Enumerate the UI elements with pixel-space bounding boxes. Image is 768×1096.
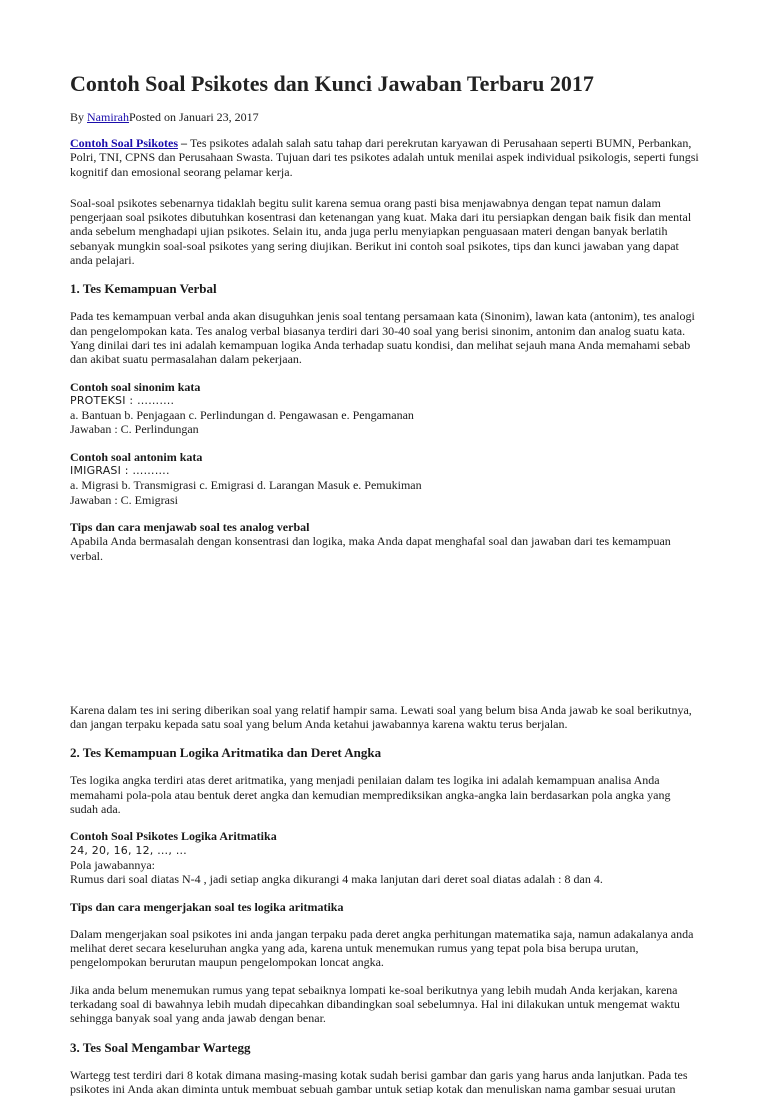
intro-text: Tes psikotes adalah salah satu tahap dari perekrutan karyawan di Perusahaan seperti BUMN, Perbankan, Polri, TNI, CPNS dan Perusahaan Swasta. Tujuan dari tes psikotes adalah untuk menilai aspek individual psikologis, seperti fungsi kognitif dan emosional seorang pelamar kerja. xyxy=(70,136,699,179)
section-1-heading: 1. Tes Kemampuan Verbal xyxy=(70,281,217,297)
byline xyxy=(70,110,700,124)
page-title: Contoh Soal Psikotes dan Kunci Jawaban Terbaru 2017 xyxy=(70,71,594,96)
antonim-title: Contoh soal antonim kata xyxy=(70,449,203,464)
section-2-text: Tes logika angka terdiri atas deret aritmatika, yang menjadi penilaian dalam tes logika ini adalah kemampuan analisa Anda memahami pola-pola atau bentuk deret angka dan kemudian memprediksikan angka-angka lain berdasarkan pola angka yang sudah ada. xyxy=(70,773,671,817)
tips-verbal-text: Apabila Anda bermasalah dengan konsentrasi dan logika, maka Anda dapat menghafal soal dan jawaban dari tes kemampuan verbal. xyxy=(70,534,671,563)
paragraph-2: Soal-soal psikotes sebenarnya tidaklah begitu sulit karena semua orang pasti bisa menjawabnya dengan tepat namun dalam pengerjaan soal psikotes dibutuhkan kosentrasi dan ketenangan yang kuat. Maka dari itu persiapkan dengan baik fisik dan mental anda sebelum menghadapi ujian psikotes. Selain itu, anda juga perlu menyiapkan penguasaan materi dengan banyak berlatih sebanyak mungkin soal-soal psikotes yang sering diujikan. Berikut ini contoh soal psikotes, tips dan kunci jawaban yang dapat anda pelajari. xyxy=(70,195,692,268)
tips-verbal-title: Tips dan cara menjawab soal tes analog verbal xyxy=(70,519,310,534)
sinonim-answer: Jawaban : C. Perlindungan xyxy=(70,422,199,437)
posted-date: Posted on Januari 23, 2017 xyxy=(129,110,259,124)
antonim-options: a. Migrasi b. Transmigrasi c. Emigrasi d. Larangan Masuk e. Pemukiman xyxy=(70,478,422,493)
section-1-text: Pada tes kemampuan verbal anda akan disuguhkan jenis soal tentang persamaan kata (Sinonim), lawan kata (antonim), tes analogi dan pengelompokan kata. Tes analog verbal biasanya terdiri dari 30-40 soal yang berisi sinonim, antonim dan analog suatu kata. Yang dinilai dari tes ini adalah kemampuan logika Anda terhadap suatu kondisi, dan melihat sejauh mana Anda memahami sebab dan akibat suatu permasalahan dalam pekerjaan. xyxy=(70,309,695,367)
tips-aritmatika-title: Tips dan cara mengerjakan soal tes logika aritmatika xyxy=(70,899,344,914)
aritmatika-example-title: Contoh Soal Psikotes Logika Aritmatika xyxy=(70,829,277,844)
section-3-text: Wartegg test terdiri dari 8 kotak dimana masing-masing kotak sudah berisi gambar dan garis yang harus anda lanjutkan. Pada tes psikotes ini Anda akan diminta untuk membuat sebuah gambar untuk setiap kotak dan menuliskan nama gambar sesuai urutan xyxy=(70,1067,688,1096)
blank-space xyxy=(70,563,700,703)
tips-aritmatika-p2: Jika anda belum menemukan rumus yang tepat sebaiknya lompati ke-soal berikutnya yang lebih mudah Anda kerjakan, karena terkadang soal di bawahnya lebih mudah dipecahkan dibandingkan soal sebelumnya. Hal ini dilakukan untuk mengemat waktu sehingga banyak soal yang anda jawab dengan benar. xyxy=(70,982,680,1026)
intro-paragraph xyxy=(70,136,700,179)
article xyxy=(70,0,700,1096)
antonim-answer: Jawaban : C. Emigrasi xyxy=(70,492,178,507)
antonim-question: IMIGRASI : ………. xyxy=(70,464,170,478)
aritmatika-pola: Pola jawabannya: xyxy=(70,857,155,872)
tips-verbal-text-2: Karena dalam tes ini sering diberikan soal yang relatif hampir sama. Lewati soal yang belum bisa Anda jawab ke soal berikutnya, dan jangan terpaku kepada satu soal yang belum Anda ketahui jawabannya karena waktu terus berjalan. xyxy=(70,702,692,732)
section-2-heading: 2. Tes Kemampuan Logika Aritmatika dan Deret Angka xyxy=(70,745,382,761)
aritmatika-rumus: Rumus dari soal diatas N-4 , jadi setiap angka dikurangi 4 maka lanjutan dari deret soal diatas adalah : 8 dan 4. xyxy=(70,872,603,887)
sinonim-title: Contoh soal sinonim kata xyxy=(70,379,201,394)
intro-link[interactable]: Contoh Soal Psikotes xyxy=(70,136,179,150)
tips-aritmatika-p1: Dalam mengerjakan soal psikotes ini anda jangan terpaku pada deret angka perhitungan matematika saja, namun adakalanya anda melihat deret secara keseluruhan angka yang ada, karena untuk menemukan rumus yang tepat pola bisa berupa urutan, pengelompokan berurutan maupun pengelompokan loncat angka. xyxy=(70,926,694,970)
author-link[interactable]: Namirah xyxy=(87,110,129,124)
aritmatika-question: 24, 20, 16, 12, …, … xyxy=(70,843,187,857)
section-3-heading: 3. Tes Soal Mengambar Wartegg xyxy=(70,1039,251,1055)
byline-by: By xyxy=(70,110,88,124)
sinonim-options: a. Bantuan b. Penjagaan c. Perlindungan d. Pengawasan e. Pengamanan xyxy=(70,408,414,423)
sinonim-question: PROTEKSI : ………. xyxy=(70,393,175,407)
intro-dash: – xyxy=(178,136,191,150)
